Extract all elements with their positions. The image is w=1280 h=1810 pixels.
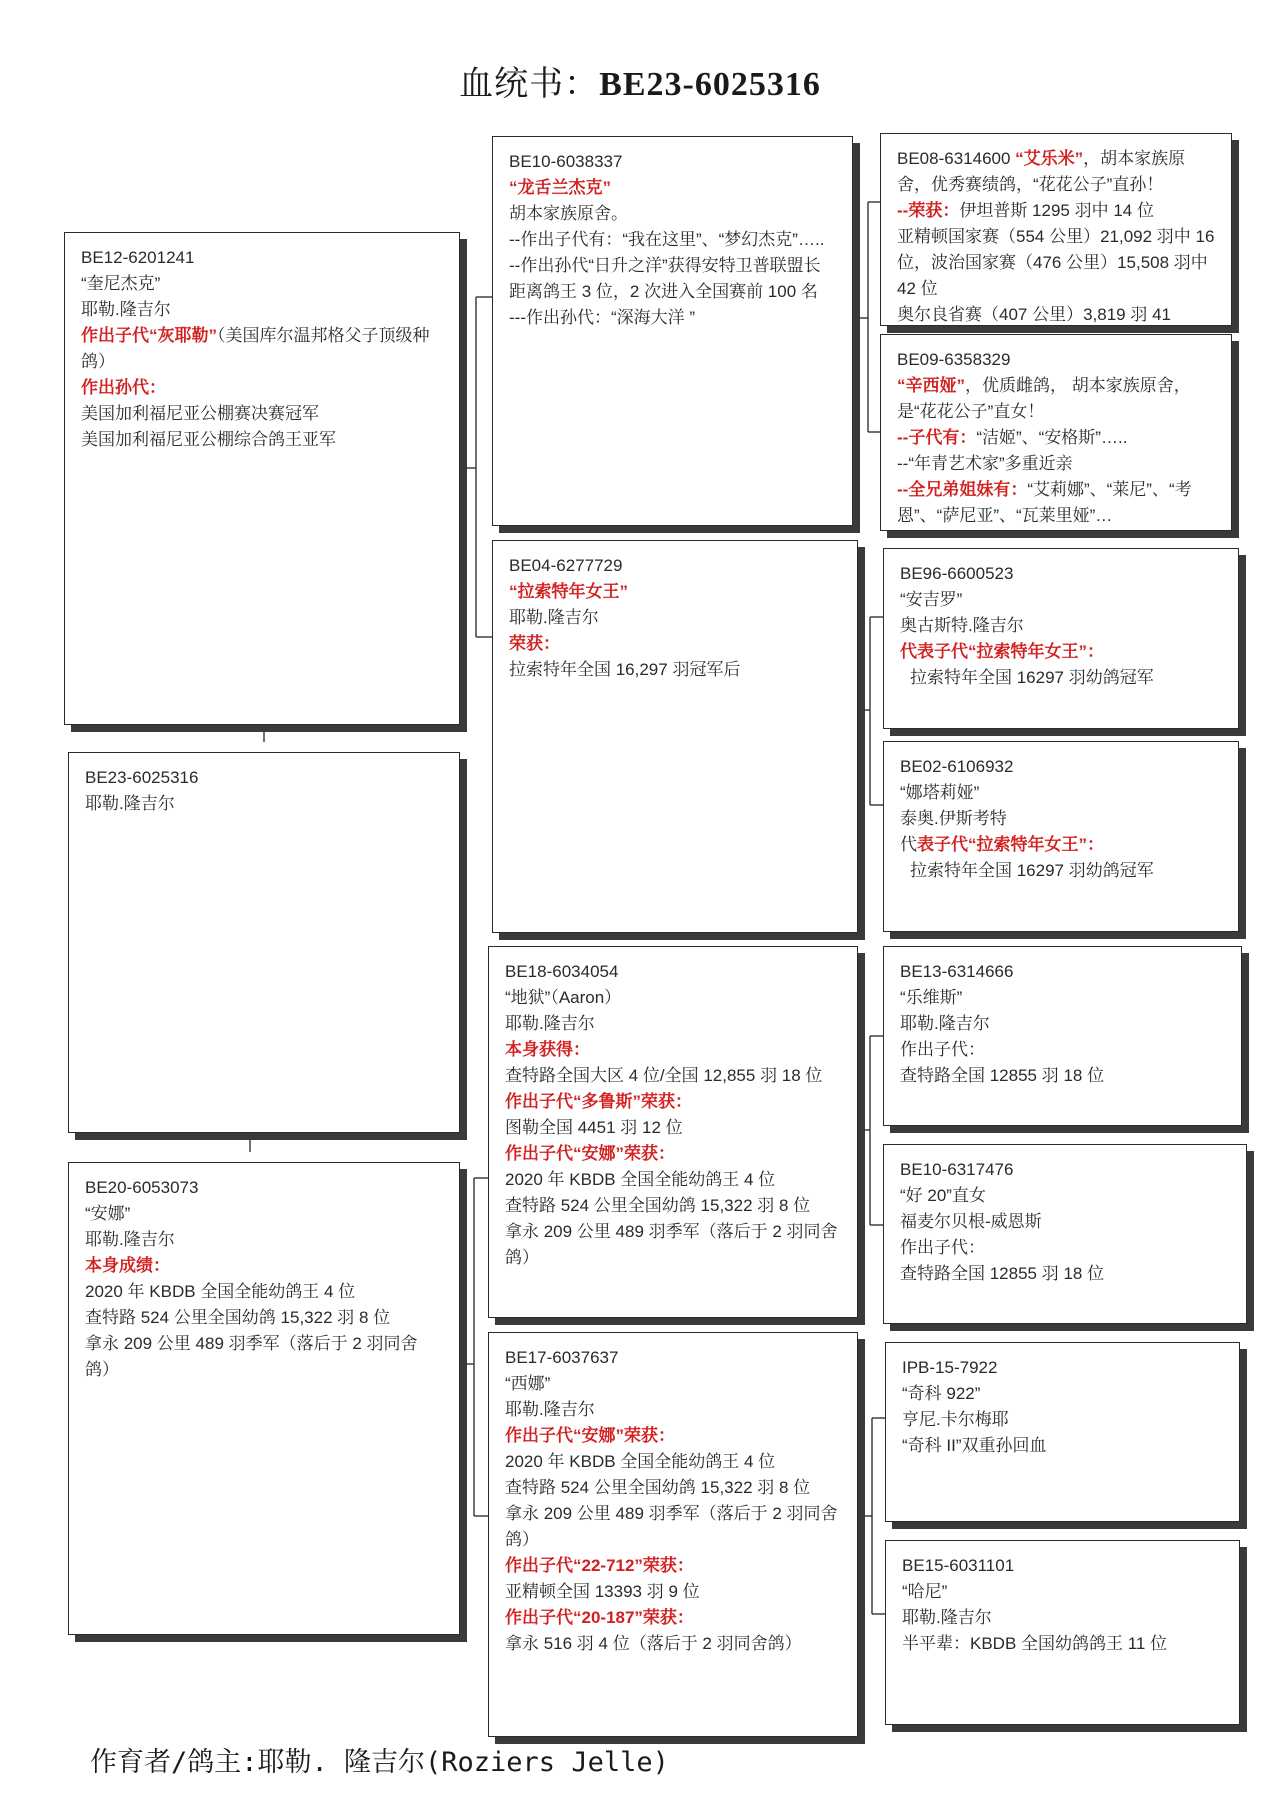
dam-sire-card (488, 946, 858, 1318)
pedigree-text-line: 查特路全国大区 4 位/全国 12,855 羽 18 位 (505, 1066, 823, 1085)
pedigree-text-line: 2020 年 KBDB 全国全能幼鸽王 4 位 (505, 1452, 776, 1471)
pedigree-text-line: 耶勒.隆吉尔 (505, 1014, 595, 1033)
ring-number: BE09-6358329 (897, 350, 1011, 369)
dd-dam-card (885, 1540, 1240, 1725)
pedigree-text-line: 作出子代“安娜”荣获： (505, 1426, 675, 1445)
pedigree-text-segment: “艾乐米” (1015, 149, 1084, 168)
pedigree-text-line: 拿永 209 公里 489 羽季军（落后于 2 羽同舍鸽） (85, 1334, 418, 1379)
pedigree-text-line: 亨尼.卡尔梅耶 (902, 1410, 1009, 1429)
pedigree-text-line: “奇科 922” (902, 1384, 981, 1403)
ring-number: BE96-6600523 (900, 564, 1014, 583)
pedigree-text-line (897, 425, 1215, 451)
ring-number: BE10-6317476 (900, 1160, 1014, 1179)
pedigree-text-line (900, 832, 1222, 858)
pedigree-text-line: 泰奥.伊斯考特 (900, 809, 1007, 828)
pedigree-text-line: 拿永 209 公里 489 羽季军（落后于 2 羽同舍鸽） (505, 1222, 838, 1267)
pedigree-text-line: ---作出孙代：“深海大洋 ” (509, 308, 696, 327)
pedigree-text-line: 美国加利福尼亚公棚赛决赛冠军 (81, 404, 319, 423)
pedigree-text-line: 拉索特年全国 16297 羽幼鸽冠军 (910, 668, 1154, 687)
ring-number: BE04-6277729 (509, 556, 623, 575)
ring-number: BE23-6025316 (85, 768, 199, 787)
pedigree-text-segment: --全兄弟姐妹有： (897, 480, 1028, 499)
subject-card (68, 752, 460, 1133)
ring-number: IPB-15-7922 (902, 1358, 998, 1377)
pedigree-text-line: 代表子代“拉索特年女王”： (900, 642, 1104, 661)
pedigree-text-line: “奎尼杰克” (81, 274, 161, 293)
sd-dam-card (883, 741, 1239, 932)
pedigree-text-line (897, 198, 1215, 224)
title-label: 血统书： (459, 66, 600, 103)
pedigree-text-line: 耶勒.隆吉尔 (85, 794, 175, 813)
ring-number (897, 146, 1215, 198)
pedigree-text-line (897, 477, 1215, 529)
pedigree-text-line: 拉索特年全国 16,297 羽冠军后 (509, 660, 741, 679)
ring-number: BE02-6106932 (900, 757, 1014, 776)
pedigree-text-segment: 代 (900, 835, 917, 854)
pedigree-text-line: 查特路 524 公里全国幼鸽 15,322 羽 8 位 (85, 1308, 391, 1327)
pedigree-text-line: “地狱”（Aaron） (505, 988, 622, 1007)
pedigree-text-line: 奥尔良省赛（407 公里）3,819 羽 41 (897, 305, 1171, 324)
pedigree-text-line: “龙舌兰杰克” (509, 178, 611, 197)
pedigree-text-line: 作出子代“22-712”荣获： (505, 1556, 694, 1575)
pedigree-text-line (897, 373, 1215, 425)
pedigree-text-line: 拉索特年全国 16297 羽幼鸽冠军 (910, 861, 1154, 880)
pedigree-text-line: 作出子代“安娜”荣获： (505, 1144, 675, 1163)
pedigree-text-line: “乐维斯” (900, 988, 963, 1007)
pedigree-text-line: 拿永 516 羽 4 位（落后于 2 羽同舍鸽） (505, 1634, 802, 1653)
pedigree-text-line: “西娜” (505, 1374, 551, 1393)
pedigree-text-line: 作出子代： (900, 1238, 985, 1257)
pedigree-text-line: 2020 年 KBDB 全国全能幼鸽王 4 位 (85, 1282, 356, 1301)
pedigree-text-line: “哈尼” (902, 1582, 948, 1601)
ss-sire-card (880, 133, 1232, 326)
pedigree-text-segment: “辛西娅” (897, 376, 965, 395)
ring-number: BE20-6053073 (85, 1178, 199, 1197)
dam-card (68, 1162, 460, 1635)
pedigree-text-line: 美国加利福尼亚公棚综合鸽王亚军 (81, 430, 336, 449)
pedigree-text-line: 半平辈：KBDB 全国幼鸽鸽王 11 位 (902, 1634, 1168, 1653)
sire-card (64, 232, 460, 725)
ring-number: BE10-6038337 (509, 152, 623, 171)
pedigree-text-segment: --子代有： (897, 428, 977, 447)
pedigree-text-line: 耶勒.隆吉尔 (85, 1230, 175, 1249)
pedigree-text-line: “安吉罗” (900, 590, 963, 609)
pedigree-text-line: “奇科 II”双重孙回血 (902, 1436, 1047, 1455)
pedigree-text-segment: 作出子代“灰耶勒” (81, 326, 217, 345)
pedigree-text-segment: ，优质雌鸽， 胡本家族原舍，是“花花公子”直女！ (897, 376, 1191, 421)
pedigree-text-line: 耶勒.隆吉尔 (900, 1014, 990, 1033)
pedigree-text-line: 作出子代： (900, 1040, 985, 1059)
sire-sire-card (492, 136, 853, 526)
pedigree-text-line: 图勒全国 4451 羽 12 位 (505, 1118, 683, 1137)
ds-sire-card (883, 946, 1242, 1126)
pedigree-text-line: 拿永 209 公里 489 羽季军（落后于 2 羽同舍鸽） (505, 1504, 838, 1549)
pedigree-text-line: 耶勒.隆吉尔 (509, 608, 599, 627)
pedigree-text-segment: “艾莉娜”、“莱尼”、“考恩”、“萨尼亚”、“瓦莱里娅”… (897, 480, 1192, 525)
pedigree-text-line: 本身成绩： (85, 1256, 170, 1275)
pedigree-text-line: 荣获： (509, 634, 560, 653)
ring-number: BE13-6314666 (900, 962, 1014, 981)
pedigree-text-line: 2020 年 KBDB 全国全能幼鸽王 4 位 (505, 1170, 776, 1189)
pedigree-text-line: 作出子代“20-187”荣获： (505, 1608, 694, 1627)
pedigree-text-line: 亚精顿国家赛（554 公里）21,092 羽中 16 位，波治国家赛（476 公里）15,508 羽中 42 位 (897, 227, 1215, 298)
pedigree-text-line: 福麦尔贝根-威恩斯 (900, 1212, 1042, 1231)
pedigree-text-line: 作出孙代： (81, 378, 166, 397)
ss-dam-card (880, 334, 1232, 531)
page-title (0, 56, 1280, 105)
pedigree-text-line: “拉索特年女王” (509, 582, 628, 601)
pedigree-text-line: “安娜” (85, 1204, 131, 1223)
pedigree-text-segment: ，胡本家族原舍，优秀赛绩鸽，“花花公子”直孙！ (897, 149, 1186, 194)
sire-dam-card (492, 540, 858, 933)
pedigree-text-segment: “洁姬”、“安格斯”….. (976, 428, 1128, 447)
pedigree-text-line: 胡本家族原舍。 (509, 204, 628, 223)
dd-sire-card (885, 1342, 1240, 1522)
ds-dam-card (883, 1144, 1247, 1324)
pedigree-text-line: “好 20”直女 (900, 1186, 986, 1205)
pedigree-text-line: 查特路 524 公里全国幼鸽 15,322 羽 8 位 (505, 1478, 811, 1497)
pedigree-text-segment: 表子代“拉索特年女王”： (917, 835, 1104, 854)
ring-number: BE18-6034054 (505, 962, 619, 981)
pedigree-text-segment: 伊坦普斯 1295 羽中 14 位 (959, 201, 1154, 220)
dam-dam-card (488, 1332, 858, 1737)
pedigree-text-line: --作出子代有：“我在这里”、“梦幻杰克”….. (509, 230, 825, 249)
pedigree-text-segment: BE08-6314600 (897, 149, 1016, 168)
title-ring-number: BE23-6025316 (599, 66, 821, 103)
pedigree-text-segment: （美国库尔温邦格父子顶级种鸽） (81, 326, 430, 371)
pedigree-text-segment: --荣获： (897, 201, 960, 220)
pedigree-text-line: 查特路全国 12855 羽 18 位 (900, 1264, 1105, 1283)
pedigree-text-line: 耶勒.隆吉尔 (81, 300, 171, 319)
pedigree-text-line: --“年青艺术家”多重近亲 (897, 454, 1073, 473)
pedigree-text-line: 本身获得： (505, 1040, 590, 1059)
pedigree-text-line: 查特路 524 公里全国幼鸽 15,322 羽 8 位 (505, 1196, 811, 1215)
pedigree-text-line: 耶勒.隆吉尔 (505, 1400, 595, 1419)
pedigree-text-line: --作出孙代“日升之洋”获得安特卫普联盟长距离鸽王 3 位，2 次进入全国赛前 100 名 (509, 256, 821, 301)
pedigree-text-line: 作出子代“多鲁斯”荣获： (505, 1092, 692, 1111)
pedigree-text-line: 查特路全国 12855 羽 18 位 (900, 1066, 1105, 1085)
pedigree-text-line: “娜塔莉娅” (900, 783, 980, 802)
pedigree-text-line: 奥古斯特.隆吉尔 (900, 616, 1024, 635)
ring-number: BE15-6031101 (902, 1556, 1015, 1575)
pedigree-text-line: 耶勒.隆吉尔 (902, 1608, 992, 1627)
ring-number: BE12-6201241 (81, 248, 195, 267)
pedigree-text-line: 亚精顿全国 13393 羽 9 位 (505, 1582, 700, 1601)
pedigree-text-line (81, 323, 443, 375)
ring-number: BE17-6037637 (505, 1348, 619, 1367)
sd-sire-card (883, 548, 1239, 729)
breeder-footer: 作育者/鸽主:耶勒. 隆吉尔(Roziers Jelle) (90, 1747, 669, 1778)
